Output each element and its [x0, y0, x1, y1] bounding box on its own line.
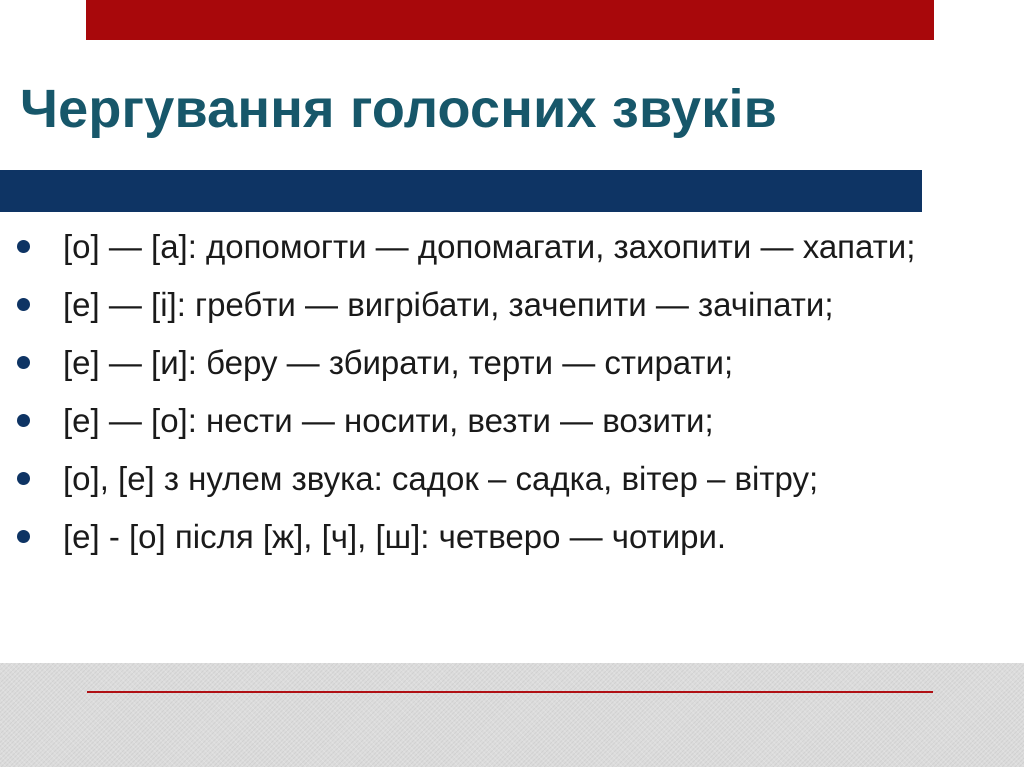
- bottom-accent-line: [87, 691, 933, 693]
- list-item: [14, 226, 1023, 267]
- bullet-dot-icon: [17, 298, 30, 311]
- bullet-text: [е] — [і]: гребти — вигрібати, зачепити — зачіпати;: [63, 286, 834, 323]
- slide-title: Чергування голосних звуків: [20, 79, 778, 139]
- list-item: [14, 458, 1024, 499]
- bullet-dot-icon: [17, 356, 30, 369]
- top-accent-bar: [86, 0, 934, 40]
- list-item: [14, 284, 1024, 325]
- title-underline-bar: [0, 170, 922, 212]
- bullet-text: [о] — [а]: допомогти — допомагати, захопити — хапати;: [63, 228, 916, 265]
- list-item: [14, 342, 1024, 383]
- bullet-dot-icon: [17, 472, 30, 485]
- bullet-list: [14, 226, 1024, 574]
- list-item: [14, 516, 1024, 557]
- bullet-text: [е] — [о]: нести — носити, везти — возити;: [63, 402, 714, 439]
- list-item: [14, 400, 1024, 441]
- bullet-text: [о], [е] з нулем звука: садок – садка, вітер – вітру;: [63, 460, 819, 497]
- bullet-text: [е] — [и]: беру — збирати, терти — стирати;: [63, 344, 734, 381]
- bullet-dot-icon: [17, 414, 30, 427]
- bullet-dot-icon: [17, 530, 30, 543]
- bullet-dot-icon: [17, 240, 30, 253]
- bullet-text: [е] - [о] після [ж], [ч], [ш]: четверо — чотири.: [63, 518, 727, 555]
